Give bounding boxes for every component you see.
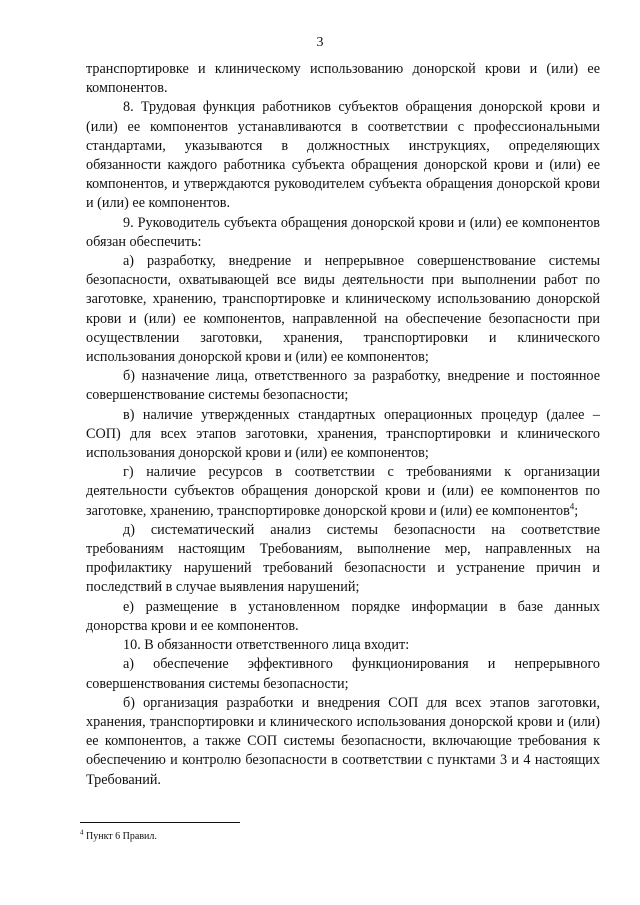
paragraph-text: а) обеспечение эффективного функционирования и непрерывного совершенствования системы безопасности; (86, 656, 600, 692)
paragraph (86, 406, 600, 464)
paragraph-text: б) назначение лица, ответственного за разработку, внедрение и постоянное совершенствование системы безопасности; (86, 368, 600, 404)
paragraph-text: 8. Трудовая функция работников субъектов обращения донорской крови и (или) ее компонентов устанавливаются в соответствии с профессиональными стандартами, указываются в должностных инструкциях, определяющих обязанности каждого работника субъекта обращения донорской крови и (или) ее компонентов, и утверждаются руководителем субъекта обращения донорской крови и (или) ее компонентов. (86, 99, 600, 212)
paragraph (86, 655, 600, 693)
paragraph-text: 10. В обязанности ответственного лица входит: (123, 637, 410, 654)
paragraph-text: е) размещение в установленном порядке информации в базе данных донорства крови и ее компонентов. (86, 598, 600, 634)
page-number: 3 (316, 35, 324, 50)
paragraph-text: в) наличие утвержденных стандартных операционных процедур (далее – СОП) для всех этапов заготовки, хранения, транспортировки и клинического использования донорской крови и (или) ее компонентов; (86, 406, 600, 462)
paragraph (86, 463, 600, 521)
footnote-text: Пункт 6 Правил. (86, 831, 157, 842)
paragraph (86, 598, 600, 636)
footnote-separator (80, 822, 240, 823)
paragraph (86, 60, 600, 98)
paragraph-text: б) организация разработки и внедрения СОП для всех этапов заготовки, хранения, транспортировки и клинического использования донорской крови и (или) ее компонентов, а также СОП системы безопасности, включающие требования к обеспечению и контролю безопасности в соответствии с пунктами 3 и 4 настоящих Требований. (86, 694, 600, 788)
paragraph (86, 694, 600, 790)
footnote-reference: 4 (569, 500, 575, 511)
footnote-mark: 4 (80, 828, 84, 837)
paragraph (86, 98, 600, 213)
paragraph (86, 367, 600, 405)
paragraph-text: д) систематический анализ системы безопасности на соответствие требованиям настоящим Требованиям, выполнение мер, направленных на профилактику нарушений требований безопасности и устранение причин и последствий в случае выявления нарушений; (86, 521, 600, 596)
paragraph-tail: ; (574, 502, 579, 519)
paragraph-text: а) разработку, внедрение и непрерывное совершенствование системы безопасности, охватывающей все виды деятельности при выполнении работ по заготовке, хранению, транспортировке и клиническому использованию донорской крови и (или) ее компонентов, направленной на обеспечение безопасности при осуществлении заготовки, хранения, транспортировки и клинического использования донорской крови и (или) ее компонентов; (86, 253, 600, 366)
paragraph-text: г) наличие ресурсов в соответствии с требованиями к организации деятельности субъектов обращения донорской крови и (или) ее компонентов по заготовке, хранению, транспортировке донорской крови и (или) ее компонентов (86, 464, 600, 519)
paragraph-text: 9. Руководитель субъекта обращения донорской крови и (или) ее компонентов обязан обеспечить: (86, 214, 600, 250)
paragraph (86, 214, 600, 252)
paragraph (86, 252, 600, 367)
paragraph (86, 636, 600, 655)
footnote (80, 830, 157, 843)
paragraph-text: транспортировке и клиническому использованию донорской крови и (или) ее компонентов. (86, 61, 600, 97)
paragraph (86, 521, 600, 598)
body-text (86, 60, 600, 790)
